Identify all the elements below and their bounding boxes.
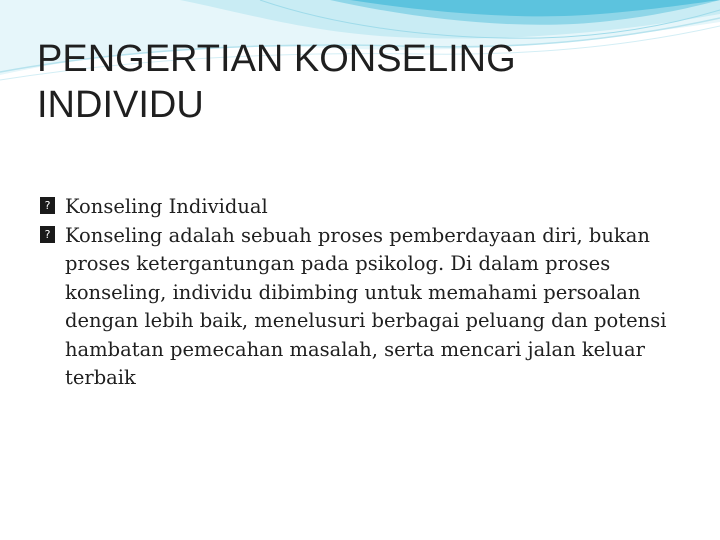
slide-title <box>37 36 677 128</box>
bullet-text-1: Konseling Individual <box>65 195 268 218</box>
missing-glyph-icon: ? <box>40 226 55 243</box>
bullet-item-2 <box>40 222 700 393</box>
slide-body <box>40 193 700 393</box>
title-line-2: INDIVIDU <box>37 84 204 126</box>
bullet-text-2: Konseling adalah sebuah proses pemberdayaan diri, bukan proses ketergantungan pada psikolog. Di dalam proses konseling, individu dibimbing untuk memahami persoalan dengan lebih baik, menelusuri berbagai peluang dan potensi hambatan pemecahan masalah, serta mencari jalan keluar terbaik <box>65 223 667 389</box>
title-line-1: PENGERTIAN KONSELING <box>37 38 516 80</box>
bullet-item-1 <box>40 193 700 222</box>
missing-glyph-icon: ? <box>40 197 55 214</box>
